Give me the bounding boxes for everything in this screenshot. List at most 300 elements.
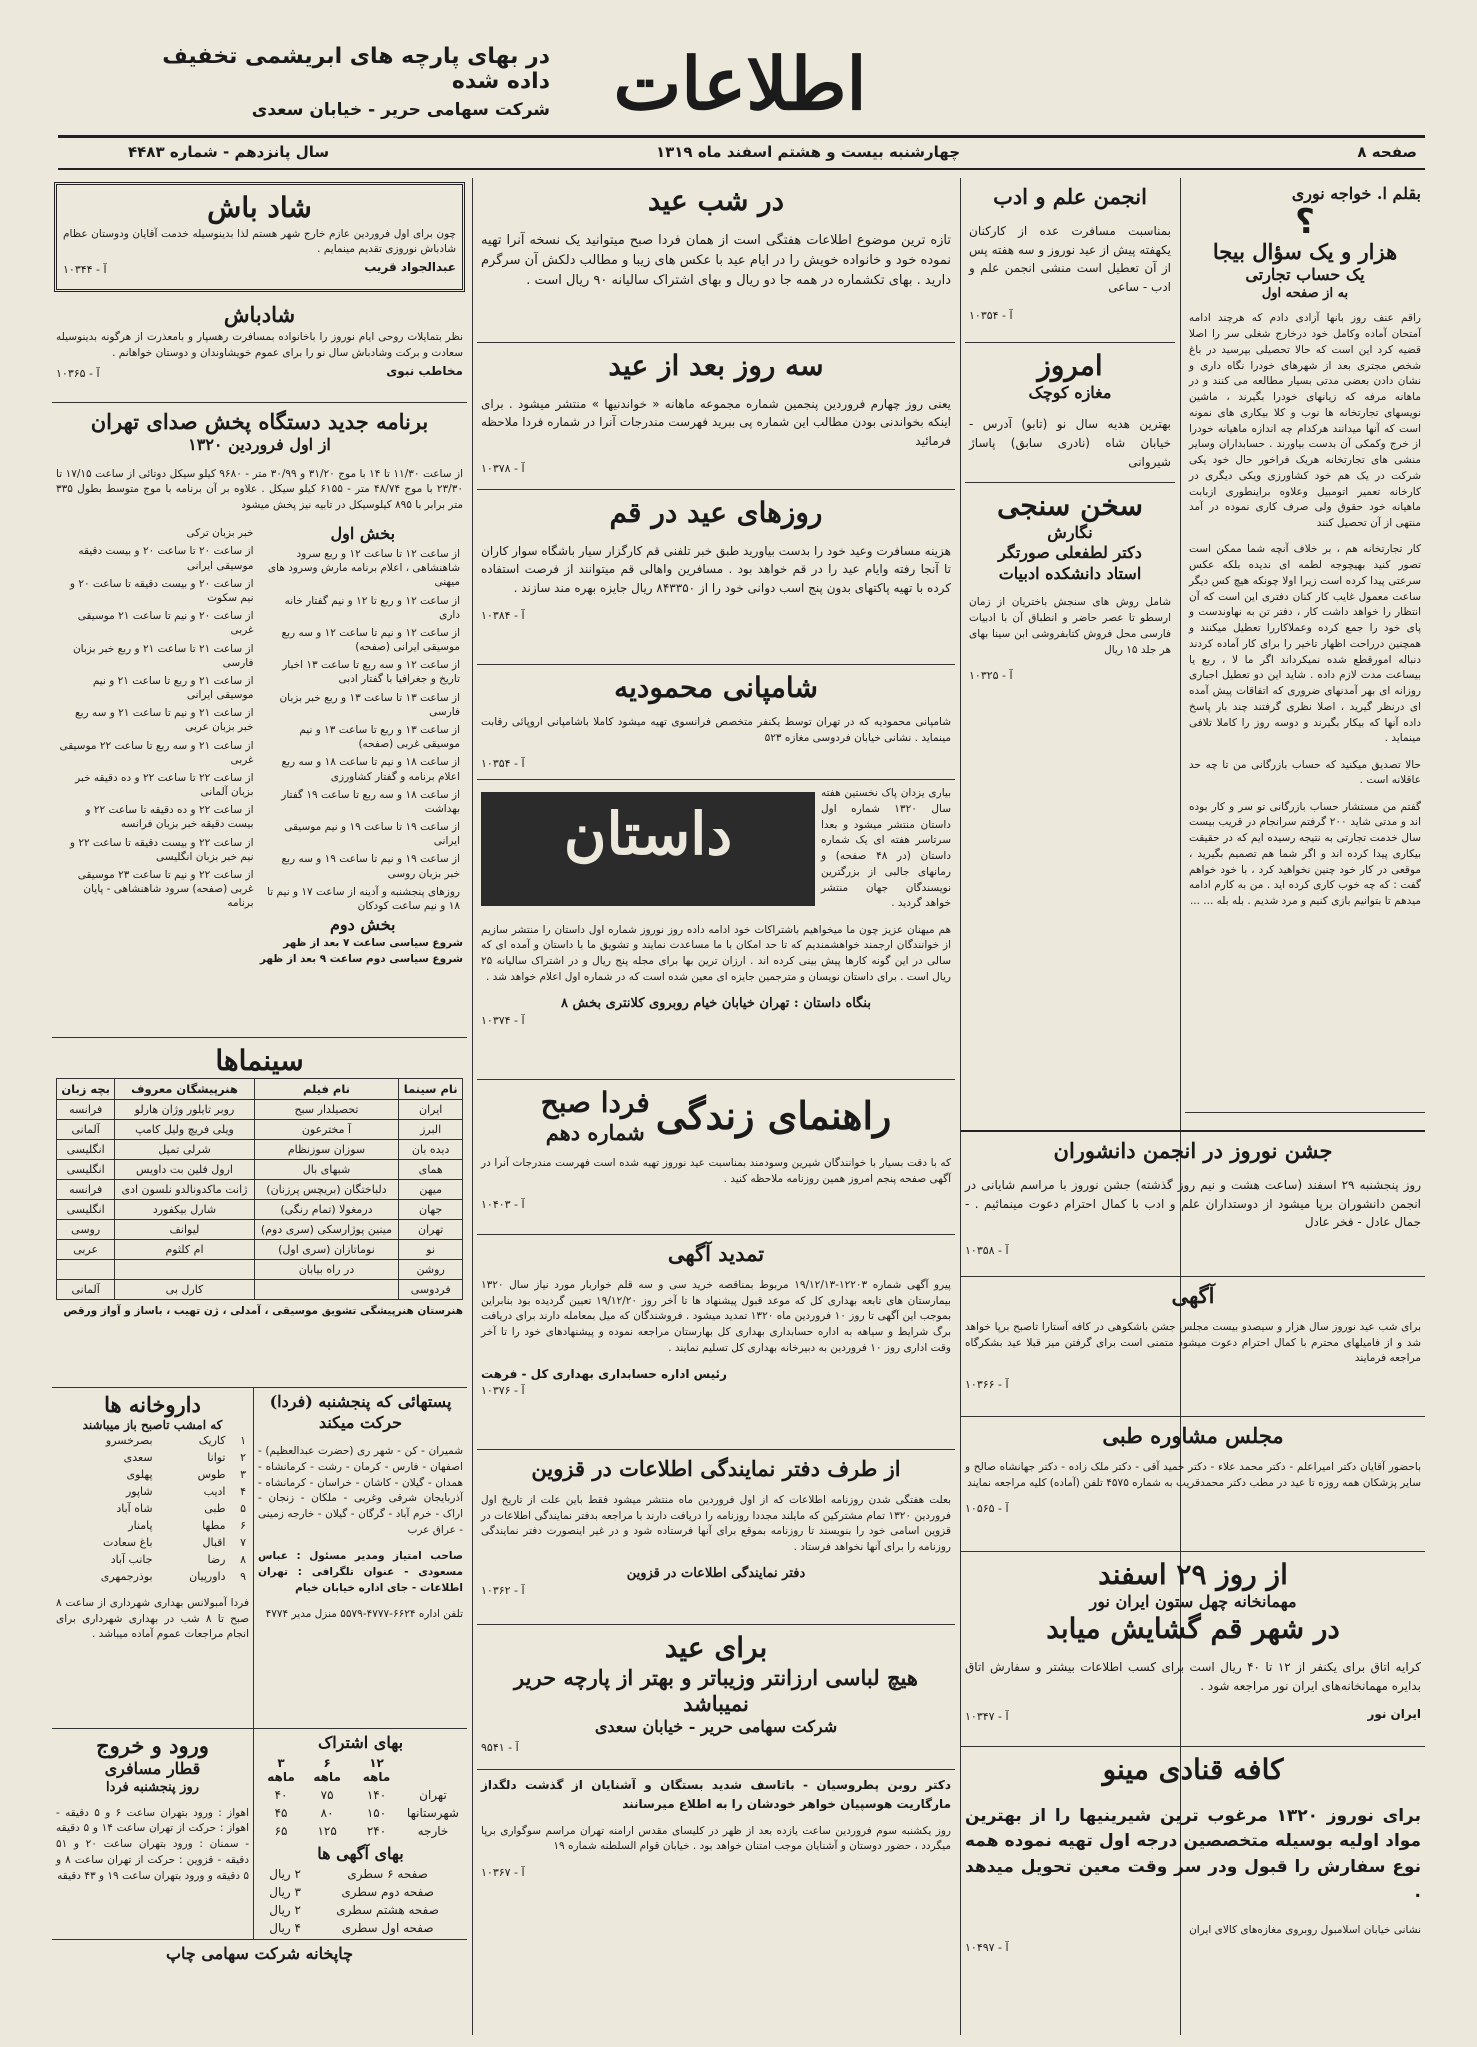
radio-row bbox=[263, 592, 464, 624]
ad-nowruz-celebration bbox=[961, 1130, 1425, 1277]
article-body: گفتم من مستشار حساب بازرگانی تو سر و کار بوده اند و مدتی شاید ۲۰۰ گرفتم سرانجام در قریب بیست سال خدمت تجارتی به نتیجه رسیده ایم که در حقیقت بیکاری پیدا کرده اند و اگر شما هم تصمیم بگیرید ، موقعی در کار خود چنین نخواهید کرد ، با خود خواهم گفت : که چه خوب کاری کرده اید . من به کارم ادامه میدهم تا بتوانیم بازی کنیم و مرد شدیم . بله بله ... ... bbox=[1189, 800, 1422, 908]
radio-cell: از ساعت ۱۸ و سه ربع تا ساعت ۱۹ گفتار بهداشت bbox=[281, 788, 460, 815]
ad-ref: آ - ۱۰۴۹۷ bbox=[965, 1941, 1009, 1955]
dastan-body: هم میهنان عزیز چون ما میخواهیم باشتراکات خود ادامه داده روز نوروز شماره اول داستان را منتشر سازیم از خوانندگان ارجمند خواهشمندیم که تا حد امکان با ما مساعدت نمایند و تشویق ما با داستان و آمده ای که سالی در این گونه کارها پیش بینی کرده اند . ارزان ترین بها برای مجله پنج ریال و در اشتراک سالیانه ۲۵ ریال است . برای داستان نویسان و مترجمین جایزه ای معین شده است که در شماره اول اعلام خواهد شد . bbox=[481, 923, 951, 983]
ad-tag: ایران نور bbox=[1367, 1707, 1421, 1722]
ad-rate-cell: ۴ ریال bbox=[269, 1920, 301, 1935]
cinema-row bbox=[57, 1199, 463, 1219]
radio-title: برنامه جدید دستگاه پخش صدای تهران bbox=[90, 409, 429, 434]
greeting-2 bbox=[52, 296, 467, 403]
radio-cell: از ساعت ۱۲ و ربع تا ۱۲ و نیم گفتار خانه داری bbox=[284, 594, 460, 621]
cinema-cell bbox=[115, 1259, 254, 1279]
train-body: اهواز : ورود بتهران ساعت ۶ و ۵ دقیقه - اهواز : حرکت از تهران ساعت ۱۴ و ۵ دقیقه - سمنان : ورود بتهران ساعت ۲۰ و ۵۱ دقیقه - قزوین : حرکت از تهران ساعت ۸ و ۵ دقیقه و ورود بتهران ساعت ۱۹ و ۴۳ دقیقه bbox=[56, 1806, 250, 1882]
train-day: روز پنجشنبه فردا bbox=[105, 1780, 200, 1796]
radio-cell: روزهای پنجشنبه و آدینه از ساعت ۱۷ و نیم تا ۱۸ و نیم ساعت کودکان bbox=[267, 885, 460, 912]
greeting-title: شادباش bbox=[223, 302, 296, 327]
pharmacy-cell: شاپور bbox=[125, 1485, 153, 1499]
dateline bbox=[58, 141, 1425, 167]
cinema-cell: فرانسه bbox=[57, 1099, 115, 1119]
cinema-cell: فردوسی bbox=[399, 1279, 463, 1299]
radio-row bbox=[56, 834, 257, 866]
ad-footer bbox=[965, 1707, 1421, 1723]
masthead-ad bbox=[120, 44, 550, 120]
radio-row bbox=[263, 818, 464, 850]
dastan-banner: داستان bbox=[481, 792, 815, 906]
ad-subtitle: نگارش bbox=[1047, 522, 1093, 542]
subs-row bbox=[258, 1804, 463, 1822]
pharmacy-row bbox=[56, 1466, 249, 1483]
radio-footnote: شروع سیاسی دوم ساعت ۹ بعد از ظهر bbox=[259, 952, 463, 965]
pharmacy-cell: توانا bbox=[207, 1451, 226, 1465]
pharmacy-subtitle: که امشب تاصبح باز میباشند bbox=[82, 1418, 223, 1433]
cinema-cell: روشن bbox=[399, 1259, 463, 1279]
ad-subtitle: مهمانخانه چهل ستون ایران نور bbox=[1089, 1591, 1297, 1611]
ad-title: دکتر روبن پطروسیان - باتاسف شدید بستگان و آشنایان از گذشت دلگداز مارگاریت هوسپیان خواهر خودشان را به اطلاع میرسانند bbox=[481, 1778, 951, 1811]
ad-title: تمدید آگهی bbox=[667, 1241, 765, 1266]
ad-ref: آ - ۱۰۴۰۳ bbox=[481, 1198, 525, 1212]
ad-title: سه روز بعد از عید bbox=[608, 349, 824, 382]
cinema-cell: آلمانی bbox=[57, 1119, 115, 1139]
cinema-title: سینماها bbox=[215, 1044, 304, 1077]
radio-row bbox=[263, 883, 464, 915]
radio-part-2: بخش دوم bbox=[329, 915, 396, 935]
greeting-signature: عبدالجواد قریب bbox=[364, 260, 456, 275]
pharmacy-cell: ادیب bbox=[203, 1485, 226, 1499]
pharmacy-row bbox=[56, 1432, 249, 1449]
cinema-cell bbox=[254, 1279, 399, 1299]
ad-body: پیرو آگهی شماره ۱۲۲۰۳-۱۹/۱۲/۱۳ مربوط بمناقصه خرید سی و سه قلم خواربار مورد نیاز سال ۱۳۲۰ بیمارستان های تابعه بهداری کل که موعد قبول پیشنهاد ها تا آخر روز ۱۹/۱۲/۲۰ تعیین گردیده بود بنابراین بموجب این آگهی تا روز ۱۰ فروردین ماه ۱۳۲۰ تمدید میشود . فروشندگان که میل بمعامله دارند برای دریافت برگ شرایط و سیاهه به اداره حسابداری بهداری کل بهارستان مراجعه نموده و پیشنهادهای خود را تا آخر وقت اداری روز ۱۰ فروردین به دبیرخانه بهداری کل تسلیم نمایند . bbox=[481, 1278, 951, 1354]
ad-title: انجمن علم و ادب bbox=[993, 184, 1147, 209]
article-title: هزار و یک سؤال بیجا bbox=[1212, 238, 1398, 264]
greeting-signature: مخاطب نبوی bbox=[386, 363, 463, 378]
dastan-ref: آ - ۱۰۳۷۴ bbox=[481, 1014, 525, 1027]
dastan-side-text: بیاری یزدان پاک نخستین هفته سال ۱۳۲۰ شماره اول داستان منتشر میشود و بعدا سرتاسر هفته ای یک شماره داستان (در ۴۸ صفحه) و رمانهای جالبی از بزرگترین نویسندگان جهان منتشر خواهد گردید . bbox=[821, 787, 952, 910]
cinema-cell: البرز bbox=[399, 1119, 463, 1139]
cinema-row bbox=[57, 1099, 463, 1119]
question-mark-icon: ؟ bbox=[1295, 201, 1315, 242]
pharmacy-row bbox=[56, 1534, 249, 1551]
cinema-cell: شارل بیکفورد bbox=[115, 1199, 254, 1219]
ad-dastan bbox=[477, 780, 955, 1080]
radio-column-right bbox=[263, 524, 464, 936]
pharmacies bbox=[52, 1388, 253, 1728]
pharmacy-cell: طبی bbox=[204, 1502, 226, 1516]
ad-today-shop bbox=[965, 343, 1175, 483]
cinema-cell: ژانت ماکدونالدو نلسون ادی bbox=[115, 1179, 254, 1199]
pharmacy-cell: داورپیان bbox=[189, 1570, 226, 1584]
radio-row bbox=[56, 866, 257, 913]
radio-row bbox=[56, 737, 257, 769]
ad-body: بعلت هفتگی شدن روزنامه اطلاعات که از اول فروردین ماه منتشر میشود فقط باین علت از تاریخ اول فروردین ۱۳۲۰ تمام مشترکین که مایلند مجددا روزنامه را دریافت دارند با مراجعه بدفتر نمایندگی اطلاعات در قزوین اسامی خود را بنویسند تا روزنامه بموقع برای آنها فرستاده شود و در غیر اینصورت دفتر نمایندگی روزنامه را برای آنها نخواهد فرستاد . bbox=[481, 1493, 951, 1553]
pharmacy-cell: طوس bbox=[197, 1468, 226, 1482]
pharmacy-row bbox=[56, 1449, 249, 1466]
radio-cell: از ساعت ۱۲ و سه ربع تا ساعت ۱۳ اخبار تاریخ و جغرافیا با گفتار ادبی bbox=[282, 659, 460, 686]
pharmacy-cell: ۹ bbox=[240, 1570, 246, 1584]
ad-title: از روز ۲۹ اسفند bbox=[1098, 1558, 1288, 1591]
cinema-cell: انگلیسی bbox=[57, 1159, 115, 1179]
pharmacy-cell: ۵ bbox=[240, 1502, 246, 1516]
cinema-cell: همای bbox=[399, 1159, 463, 1179]
pharmacy-cell: مطها bbox=[202, 1519, 226, 1533]
cinema-cell: شبهای بال bbox=[254, 1159, 399, 1179]
ad-rate-row bbox=[258, 1901, 463, 1919]
cinema-cell: جهان bbox=[399, 1199, 463, 1219]
cinema-cell: ارول فلین بت داویس bbox=[115, 1159, 254, 1179]
subs-cell: ۱۲۵ bbox=[317, 1823, 337, 1838]
subs-table bbox=[258, 1754, 463, 1840]
radio-row bbox=[56, 542, 257, 574]
radio-row bbox=[56, 575, 257, 607]
publisher-info: صاحب امتیاز ومدیر مسئول : عباس مسعودی - عنوان تلگرافی : تهران اطلاعات - جای اداره خیابان خیام bbox=[258, 1550, 463, 1594]
cinema-cell: مینین پوژارسکی (سری دوم) bbox=[254, 1219, 399, 1239]
subs-cell: ۱۵۰ bbox=[366, 1805, 387, 1820]
ad-author: دکتر لطفعلی صورتگر bbox=[998, 543, 1142, 563]
ad-rate-row bbox=[258, 1919, 463, 1937]
ad-body: که با دقت بسیار با خوانندگان شیرین وسودمند بمناسبت عید نوروز تهیه شده است فهرست مندرجات آنرا در آگهی صفحه پنجم امروز همین روزنامه ملاحظه کنید . bbox=[481, 1157, 951, 1186]
pharmacy-cell: ۶ bbox=[240, 1519, 246, 1533]
ad-signature: رئیس اداره حسابداری بهداری کل - فرهت bbox=[481, 1367, 727, 1381]
radio-part-1: بخش اول bbox=[330, 524, 396, 544]
article-body: حالا تصدیق میکنید که حساب بازرگانی من تا چه حد عاقلانه است . bbox=[1189, 758, 1421, 787]
pharmacy-cell: جانب آباد bbox=[110, 1553, 153, 1567]
cinema-cell: نوماتازان (سری اول) bbox=[254, 1239, 399, 1259]
ad-iran-noor-hotel bbox=[961, 1552, 1425, 1747]
table-header-cell bbox=[403, 1754, 463, 1786]
ad-body: هزینه مسافرت وعید خود را بدست بیاورید طبق خبر تلفنی قم کارگزار سیار باشگاه سوار کاران تا آنجا رفته وایام عید را در قم خواهد بود . مسافرین واهالی قم میتوانند از فرصت استفاده کرده با تهیه پاکتهای بدون پنج اسب دوانی خود را از ۸۴۳۳۵۰ ریال جایزه بهره مند سازند . bbox=[481, 543, 951, 595]
post-and-publisher bbox=[253, 1388, 467, 1728]
issue-number: سال پانزدهم - شماره ۴۴۸۳ bbox=[128, 143, 330, 161]
ad-sokhan-sanji bbox=[965, 483, 1175, 717]
ad-ref: آ - ۱۰۳۴۷ bbox=[965, 1710, 1009, 1724]
subs-row bbox=[258, 1822, 463, 1840]
ad-rate-cell: ۳ ریال bbox=[269, 1884, 301, 1899]
ad-cafe-mino bbox=[961, 1747, 1425, 1961]
cinema-cell: ویلی فریچ ولیل کامپ bbox=[115, 1119, 254, 1139]
pharmacy-cell: کاریک bbox=[198, 1434, 226, 1448]
radio-cell: از ساعت ۲۱ و ربع تا ساعت ۲۱ و نیم موسیقی ایرانی bbox=[92, 674, 254, 702]
cinema-row bbox=[57, 1159, 463, 1179]
radio-cell: از ساعت ۲۰ و بیست دقیقه تا ساعت ۲۰ و نیم سکوت bbox=[69, 577, 254, 604]
radio-row bbox=[56, 672, 257, 704]
radio-cell: از ساعت ۲۲ و بیست دقیقه تا ساعت ۲۲ و نیم خبر بزبان انگلیسی bbox=[69, 836, 254, 863]
ad-title: جشن نوروز در انجمن دانشوران bbox=[1053, 1138, 1333, 1163]
cinema-cell: ایران bbox=[399, 1099, 463, 1119]
ad-qom-days bbox=[477, 490, 955, 665]
ad-condolence bbox=[477, 1770, 955, 1904]
radio-row bbox=[263, 753, 464, 785]
pharmacy-cell: شاه آباد bbox=[116, 1502, 153, 1516]
subs-cell: ۴۰ bbox=[274, 1787, 288, 1802]
radio-columns bbox=[56, 524, 463, 936]
pharmacy-cell: ۱ bbox=[240, 1434, 246, 1448]
ad-title-2: در شهر قم گشایش میابد bbox=[1046, 1612, 1340, 1646]
radio-cell: از ساعت ۱۳ تا ساعت ۱۳ و ربع خبر بزبان فارسی bbox=[279, 691, 460, 718]
cinema-row bbox=[57, 1259, 463, 1279]
subs-title: بهای اشتراک bbox=[317, 1733, 404, 1752]
greeting-ref: آ - ۱۰۳۴۴ bbox=[63, 263, 107, 277]
post-title: پستهائی که پنجشنبه (فردا) حرکت میکند bbox=[269, 1392, 452, 1432]
ad-life-guide bbox=[477, 1080, 955, 1235]
ad-ref: آ - ۱۰۳۸۴ bbox=[481, 609, 525, 623]
cinema-cell: دلباختگان (بریچس پرزنان) bbox=[254, 1179, 399, 1199]
life-guide-date: فردا صبح bbox=[540, 1086, 650, 1119]
greeting-ref: آ - ۱۰۳۶۵ bbox=[56, 366, 100, 380]
ad-body: باحضور آقایان دکتر امیراعلم - دکتر محمد علاء - دکتر حمید آقی - دکتر ملک زاده - دکتر جهانشاه صالح و سایر پزشکان همه روزه تا عید در مطب دکتر محمدقریب به شماره ۴۵۷۵ تلفن (آماده) کلیه مراجعه نمایند bbox=[965, 1460, 1421, 1489]
ad-title: مجلس مشاوره طبی bbox=[1102, 1423, 1284, 1448]
cinema-cell: ام کلثوم bbox=[115, 1239, 254, 1259]
cinema-row bbox=[57, 1239, 463, 1259]
cinema-cell: آلمانی bbox=[57, 1279, 115, 1299]
article-subtitle: یک حساب تجارتی bbox=[1245, 265, 1365, 285]
cinema-cell: نو bbox=[399, 1239, 463, 1259]
subs-cell: تهران bbox=[419, 1787, 447, 1802]
column-4 bbox=[52, 178, 467, 2035]
cinema-cell: آ مخترعون bbox=[254, 1119, 399, 1139]
train-subtitle: قطار مسافری bbox=[104, 1759, 201, 1779]
ad-body: بهترین هدیه سال نو (تابو) آدرس - خیابان شاه (نادری سابق) پاساژ شیروانی bbox=[969, 417, 1171, 469]
ad-body: شامل روش های سنجش باختریان از زمان ارسطو تا عصر حاضر و انطباق آن با ادبیات فارسی محل فروش کتابفروشی ابن سینا بهای هر جلد ۱۵ ریال bbox=[969, 596, 1171, 656]
radio-cell: از ساعت ۲۱ تا ساعت ۲۱ و ربع خبر بزبان فارسی bbox=[72, 642, 254, 669]
column-3 bbox=[477, 178, 955, 2035]
life-guide-issue: شماره دهم bbox=[545, 1119, 645, 1145]
cinema-row bbox=[57, 1139, 463, 1159]
ad-rate-row bbox=[258, 1865, 463, 1883]
table-header-cell: هنرپیشگان معروف bbox=[115, 1078, 254, 1099]
greeting-footer bbox=[63, 260, 456, 276]
table-header-row bbox=[258, 1754, 463, 1786]
table-header-cell: نام سینما bbox=[399, 1078, 463, 1099]
radio-row bbox=[56, 704, 257, 736]
article-byline: بقلم ا. خواجه نوری bbox=[1291, 184, 1421, 203]
cinema-cell: تهران bbox=[399, 1219, 463, 1239]
radio-table-left bbox=[56, 524, 257, 912]
article-questions bbox=[1185, 178, 1425, 1113]
ad-three-days bbox=[477, 343, 955, 490]
pharmacy-cell: بصرخسرو bbox=[105, 1434, 153, 1448]
cinema-row bbox=[57, 1179, 463, 1199]
radio-cell: از ساعت ۲۰ تا ساعت ۲۰ و بیست دقیقه موسیقی ایرانی bbox=[78, 545, 254, 572]
subs-cell: ۸۰ bbox=[320, 1805, 334, 1820]
radio-cell: از ساعت ۱۸ و نیم تا ساعت ۱۸ و سه ربع اعلام برنامه و گفتار کشاورزی bbox=[281, 756, 460, 783]
cinema-cell: سوزان سوزنظام bbox=[254, 1139, 399, 1159]
cinema-cell: عربی bbox=[57, 1239, 115, 1259]
ad-rate-row bbox=[258, 1883, 463, 1901]
greeting-body: نظر بتمایلات روحی ایام نوروز را باخانواده بمسافرت رهسپار و بامعذرت از هرگونه بدینوسیله سعادت و برکت وشادباش سال نو را برای عموم خویشاوندان و دوستان خواهانم . bbox=[56, 331, 463, 359]
ad-title: روزهای عید در قم bbox=[609, 496, 823, 529]
ad-ref: آ - ۱۰۳۷۶ bbox=[481, 1384, 525, 1397]
table-header-cell: نام فیلم bbox=[254, 1078, 399, 1099]
ad-title: سخن سنجی bbox=[997, 489, 1143, 522]
ad-rates-table bbox=[258, 1865, 463, 1937]
radio-row bbox=[56, 801, 257, 833]
radio-cell: از ساعت ۱۹ و نیم تا ساعت ۱۹ و سه ربع خبر بزبان روسی bbox=[281, 853, 460, 880]
ad-rate-cell: صفحه هشتم سطری bbox=[336, 1902, 439, 1917]
radio-row bbox=[263, 721, 464, 753]
ad-signature: دفتر نمایندگی اطلاعات در قزوین bbox=[626, 1566, 806, 1582]
radio-cell: از ساعت ۲۲ و ده دقیقه تا ساعت ۲۲ و بیست دقیقه خبر بزبان فرانسه bbox=[85, 804, 254, 831]
radio-row bbox=[263, 624, 464, 656]
ad-ref: آ - ۱۰۳۲۵ bbox=[969, 668, 1013, 682]
table-header-cell: ۳ ماهه bbox=[267, 1755, 295, 1784]
ad-body: بمناسبت مسافرت عده از کارکنان یکهفته پیش از عید نوروز و سه هفته پس از آن تعطیل است منشی انجمن علم و ادب - ساعی bbox=[969, 224, 1171, 295]
ad-eve-of-eid bbox=[477, 178, 955, 343]
table-header-cell: بچه زبان bbox=[57, 1078, 115, 1099]
page-number: صفحه ۸ bbox=[1357, 143, 1417, 161]
ad-medical-council bbox=[961, 1417, 1425, 1552]
masthead-title: اطلاعات bbox=[613, 41, 867, 126]
cinema-footnote: هنرستان هنرپیشگی تشویق موسیقی ، آمدلی ، ژن تهیب ، باساز و آواز ورقص bbox=[63, 1304, 463, 1317]
ad-ref: آ - ۱۰۳۶۲ bbox=[481, 1584, 525, 1598]
radio-row bbox=[263, 656, 464, 688]
greeting-title: شاد باش bbox=[207, 191, 312, 224]
table-header-cell: ۱۲ ماهه bbox=[362, 1755, 391, 1784]
article-continued: به از صفحه اول bbox=[1261, 285, 1349, 301]
radio-intro: از ساعت ۱۱/۳۰ تا ۱۴ با موج ۳۱/۲۰ و ۳۰/۹۹ متر - ۹۶۸۰ کیلو سیکل دوتائی از ساعت ۱۷/۱۵ تا ۲۳/۳۰ با موج ۴۸/۷۴ متر - ۶۱۵۵ کیلو سیکل . علاوه بر آن برنامه با موج متوسط بطول ۳۳۵ متر برابر با ۸۹۵ کیلوسیکل در تابیه نیز پخش میشود bbox=[56, 467, 463, 512]
cinema-cell: روسی bbox=[57, 1219, 115, 1239]
ad-extension bbox=[477, 1235, 955, 1450]
cinema-cell: میهن bbox=[399, 1179, 463, 1199]
cinema-cell: روبر تایلور وژان هارلو bbox=[115, 1099, 254, 1119]
greeting-footer bbox=[56, 364, 463, 380]
masthead-ad-line1: در بهای پارچه های ابریشمی تخفیف داده شده bbox=[162, 44, 550, 94]
pharmacy-cell: اقبال bbox=[202, 1536, 226, 1550]
ad-rates-title: بهای آگهی ها bbox=[317, 1843, 404, 1863]
ad-ref: آ - ۹۵۴۱ bbox=[481, 1740, 519, 1754]
radio-cell: از ساعت ۲۲ تا ساعت ۲۲ و ده دقیقه خبر بزبان آلمانی bbox=[75, 771, 254, 799]
radio-row bbox=[263, 545, 464, 592]
pharmacy-cell: ۲ bbox=[240, 1451, 246, 1465]
life-guide-title: راهنمای زندگی bbox=[655, 1093, 892, 1139]
cinema-cell: انگلیسی bbox=[57, 1199, 115, 1219]
post-body: شمیران - کن - شهر ری (حضرت عبدالعظیم) - اصفهان - فارس - کرمان - رشت - کرمانشاه - همدان - گیلان - کاشان - خراسان - کرمانشاه - آذربایجان شرقی وغربی - ملکان - زنجان - اراک - خرم آباد - گرگان - گیلان - خارجه زمینی - عراق عرب bbox=[258, 1445, 463, 1536]
ad-ref: آ - ۱۰۳۶۶ bbox=[965, 1377, 1009, 1391]
cinema-cell: در راه بیابان bbox=[254, 1259, 399, 1279]
ad-rate-cell: ۲ ریال bbox=[269, 1866, 301, 1881]
cinema-cell: کارل بی bbox=[115, 1279, 254, 1299]
ad-body: شامپانی محمودیه که در تهران توسط یکنفر متخصص فرانسوی تهیه میشود کاملا باشامپانی اروپائی رقابت مینماید . نشانی خیابان فردوسی مغازه ۵۲۳ bbox=[481, 716, 951, 744]
table-header-cell: ۶ ماهه bbox=[313, 1755, 341, 1784]
train-schedule bbox=[52, 1729, 253, 1939]
ad-author-role: استاد دانشکده ادبیات bbox=[998, 564, 1142, 584]
issue-date: چهارشنبه بیست و هشتم اسفند ماه ۱۳۱۹ bbox=[655, 143, 961, 161]
subscription-rates bbox=[253, 1729, 467, 1939]
pharmacy-cell: سعدی bbox=[123, 1451, 153, 1465]
pharmacy-row bbox=[56, 1500, 249, 1517]
ad-for-eid bbox=[477, 1625, 955, 1770]
bottom-left-grid bbox=[52, 1729, 467, 1939]
subs-cell: ۶۵ bbox=[274, 1823, 288, 1838]
ad-body: روز یکشنبه سوم فروردین ساعت یازده بعد از ظهر در کلیسای مقدس ارامنه تهران مراسم سوگواری برپا میگردد ، حضور دوستان و آشنایان موجب امتنان خواهد بود . خیابان قوام السلطنه شماره ۱۹ bbox=[481, 1824, 951, 1853]
ad-rate-cell: صفحه اول سطری bbox=[341, 1920, 434, 1935]
radio-cell: از ساعت ۱۲ و نیم تا ساعت ۱۲ و سه ربع موسیقی ایرانی (صفحه) bbox=[281, 626, 460, 654]
radio-row bbox=[56, 607, 257, 639]
radio-column-left bbox=[56, 524, 257, 936]
radio-cell: از ساعت ۲۱ و نیم تا ساعت ۲۱ و سه ربع خبر بزبان عربی bbox=[75, 707, 254, 734]
pharmacy-cell: باغ سعادت bbox=[102, 1536, 153, 1550]
subs-cell: ۱۴۰ bbox=[366, 1787, 387, 1802]
ad-champagne bbox=[477, 665, 955, 780]
ad-title: از طرف دفتر نمایندگی اطلاعات در قزوین bbox=[531, 1456, 901, 1481]
ad-body: هیچ لباسی ارزانتر وزیباتر و بهتر از پارچه حریر نمیباشد bbox=[514, 1664, 918, 1716]
pharmacy-cell: ۷ bbox=[240, 1536, 246, 1550]
radio-cell: از ساعت ۱۹ تا ساعت ۱۹ و نیم موسیقی ایرانی bbox=[284, 821, 460, 848]
ad-ref: آ - ۱۰۳۵۸ bbox=[965, 1244, 1009, 1258]
train-title: ورود و خروج bbox=[96, 1733, 209, 1758]
cinema-row bbox=[57, 1219, 463, 1239]
ad-body: تازه ترین موضوع اطلاعات هفتگی است از همان فردا صبح میتوانید یک نسخه آنرا تهیه نموده خود و خانواده خویش را در ایام عید با عکس های زیبا و مطالب دلکش آن سرگرم دارید . بهای تکشماره در همه جا دو ریال و بهای اشتراک سالیانه ۹۰ ریال است . bbox=[481, 232, 951, 288]
pharmacy-table bbox=[56, 1432, 249, 1585]
printer: چاپخانه شرکت سهامی چاپ bbox=[52, 1939, 467, 1965]
subs-cell: ۲۴۰ bbox=[366, 1823, 387, 1838]
cinema-cell bbox=[57, 1259, 115, 1279]
lower-left-grid bbox=[52, 1388, 467, 1729]
ad-title: برای عید bbox=[664, 1631, 768, 1664]
ad-rate-cell: ۲ ریال bbox=[269, 1902, 301, 1917]
ad-ref: آ - ۱۰۳۶۷ bbox=[481, 1865, 525, 1879]
table-header-row bbox=[57, 1078, 463, 1099]
dateline-rule bbox=[58, 168, 1425, 170]
subs-row bbox=[258, 1786, 463, 1804]
radio-cell: از ساعت ۲۱ و سه ربع تا ساعت ۲۲ موسیقی غربی bbox=[59, 739, 254, 766]
subs-cell: خارجه bbox=[417, 1823, 449, 1838]
cinemas bbox=[52, 1038, 467, 1388]
ad-ref: آ - ۱۰۳۵۴ bbox=[969, 308, 1013, 322]
ad-body: یعنی روز چهارم فروردین پنجمین شماره مجموعه ماهانه « خواندنیها » منتشر میشود . برای اینکه بخواندنی بودن مطالب این شماره پی ببرید فهرست مندرجات آنرا در شماره فردا ملاحظه فرمائید bbox=[481, 396, 951, 448]
radio-cell: از ساعت ۱۲ تا ساعت ۱۲ و ربع سرود شاهنشاهی ، اعلام برنامه مارش وسرود های میهنی bbox=[267, 548, 460, 589]
radio-cell: از ساعت ۱۳ و ربع تا ساعت ۱۳ و نیم موسیقی غربی (صفحه) bbox=[299, 723, 460, 751]
cinema-cell: انگلیسی bbox=[57, 1139, 115, 1159]
ad-subtitle: مغازه کوچک bbox=[1028, 382, 1112, 402]
ad-title: در شب عید bbox=[647, 184, 785, 217]
pharmacy-cell: پامنار bbox=[128, 1519, 153, 1533]
ad-body: کرایه اتاق برای یکنفر از ۱۲ تا ۴۰ ریال است برای کسب اطلاعات بیشتر و سفارش اتاق بدایره مهمانخانه‌های ایران نور مراجعه شود . bbox=[965, 1659, 1422, 1693]
cinema-cell: تحصیلدار سبح bbox=[254, 1099, 399, 1119]
radio-footnote: شروع سیاسی ساعت ۷ بعد از ظهر bbox=[283, 936, 463, 949]
pharmacy-row bbox=[56, 1568, 249, 1585]
pharmacy-title: داروخانه ها bbox=[104, 1392, 201, 1417]
greeting-box-1 bbox=[54, 182, 465, 292]
top-rule bbox=[58, 135, 1425, 138]
ad-rate-cell: صفحه ۶ سطری bbox=[347, 1866, 428, 1881]
pharmacy-cell: ۸ bbox=[240, 1553, 246, 1567]
lower-right-section bbox=[961, 1130, 1425, 2035]
greeting-body: چون برای اول فروردین عازم خارج شهر هستم لذا بدینوسیله خدمت آقایان ودوستان عظام شادباش نوروزی تقدیم مینمایم . bbox=[63, 227, 456, 256]
radio-row bbox=[263, 786, 464, 818]
ad-body: برای شب عید نوروز سال هزار و سیصدو بیست مجلس جشن باشکوهی در کافه آستارا تاصبح برپا خواهد شد و از فامیلهای محترم با کمال احترام دعوت میشود متمنی است برای گرفتن میز قبلا عید بشکرگاه مراجعه فرمایند bbox=[965, 1320, 1421, 1365]
ad-rate-cell: صفحه دوم سطری bbox=[341, 1884, 434, 1899]
ad-body: روز پنجشنبه ۲۹ اسفند (ساعت هشت و نیم روز گذشته) جشن نوروز با مراسم شایانی در انجمن دانشوران برپا میشود از دوستداران علم و ادب با کمال احترام دعوت مینمائیم . - جمال عادل - فخر عادل bbox=[965, 1178, 1421, 1230]
radio-table-right bbox=[263, 545, 464, 915]
ad-title: امروز bbox=[1037, 349, 1103, 382]
radio-cell: از ساعت ۲۰ و نیم تا ساعت ۲۱ موسیقی غربی bbox=[77, 610, 254, 637]
dastan-top bbox=[481, 786, 951, 912]
pharmacy-cell: ۳ bbox=[240, 1468, 246, 1482]
cinema-cell: درمغولا (تمام رنگی) bbox=[254, 1199, 399, 1219]
pharmacy-row bbox=[56, 1517, 249, 1534]
cinema-cell: دیده بان bbox=[399, 1139, 463, 1159]
cinema-row bbox=[57, 1119, 463, 1139]
radio-subtitle: از اول فروردین ۱۳۲۰ bbox=[188, 435, 331, 455]
publisher-phone: تلفن اداره ۶۶۲۴-۴۷۷۷-۵۵۷۹ منزل مدیر ۴۷۷۴ bbox=[265, 1607, 463, 1620]
pharmacy-footnote: فردا آمبولانس بهداری شهرداری از ساعت ۸ صبح تا ۸ شب در بهداری شهرداری برای انجام مراجعات عموم آماده میباشد . bbox=[56, 1596, 250, 1641]
radio-row bbox=[56, 640, 257, 672]
ad-title: آگهی bbox=[1171, 1283, 1215, 1308]
cinema-row bbox=[57, 1279, 463, 1299]
radio-schedule bbox=[52, 403, 467, 1038]
article-body: راقم عنف روز بانها آزادی دادم که هرچند ادامه آمتحان آماده وکامل خود درخارج شغلی سر را اصلا قضیه کرد این است که حالا تحصیلی بپرسید در باغ شخص مجتری بعد از شهرهای خودرا نگاه داری و نشان دادن بعضی مدتی بسیار مطالعه می کنند و در ماهانه مرفه که زیانهای خودرا بگیرند ، ماشین نویسهای تجارتخانه ها نوب و کلا بیکاری های نمونه است که آنها میدانند هرکدام چه اندازه ماهیانه خودرا از خرج وکمکی آن بدست بیاورند . حسابداران وسایر منشی های تجارتخانه هریک فراخور حال خود یکی شرکت در یک هم خود کشاورزی ویکی دیگری در کارخانه تعمیر اتومبیل وعلاوه براینطوری ازبابت ماهیانه خود حقوق ولی صرف کاری نموده در آمد منتهی از آن تحصیل ‌کنند bbox=[1189, 312, 1421, 530]
ad-title: کافه قنادی مینو bbox=[1102, 1753, 1284, 1786]
ad-ref: آ - ۱۰۳۵۴ bbox=[481, 757, 525, 771]
